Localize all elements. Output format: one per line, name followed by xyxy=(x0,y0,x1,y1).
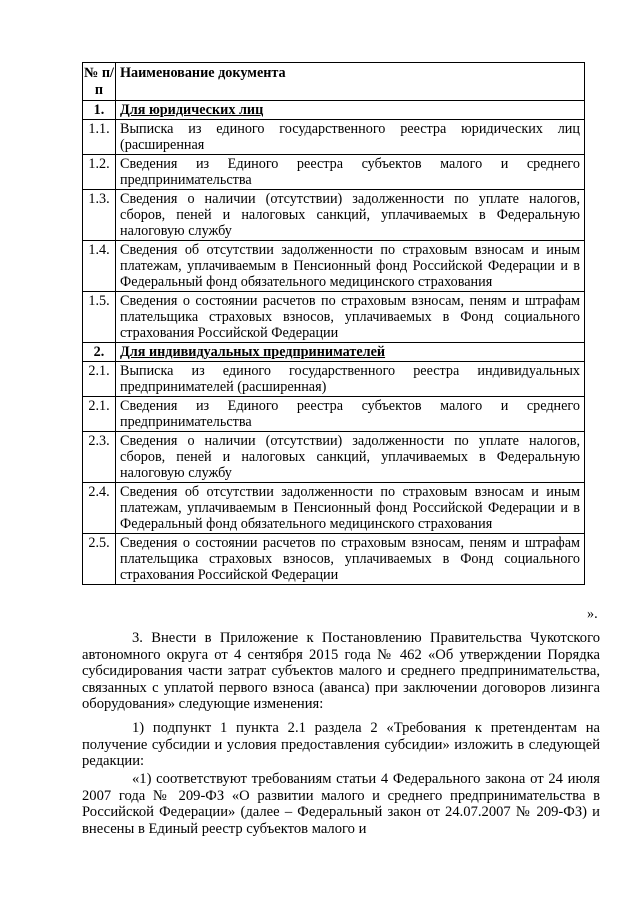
row-number: 1.5. xyxy=(83,292,116,343)
row-document-name: Сведения о состоянии расчетов по страховым взносам, пеням и штрафам плательщика страховых взносов, уплачиваемых в Фонд социального страхования Российской Федерации xyxy=(116,292,585,343)
table-row xyxy=(83,190,585,241)
section-title: Для индивидуальных предпринимателей xyxy=(116,343,585,362)
table-row xyxy=(83,362,585,397)
table-row xyxy=(83,397,585,432)
row-number: 2.4. xyxy=(83,483,116,534)
section-row-legal-entities xyxy=(83,101,585,120)
table-row xyxy=(83,483,585,534)
table-row xyxy=(83,120,585,155)
paragraph-quoted-text: «1) соответствуют требованиям статьи 4 Федерального закона от 24 июля 2007 года № 209-ФЗ «О развитии малого и среднего предпринимательства в Российской Федерации» (далее – Федеральный закон от 24.07.2007 № 209-ФЗ) и внесены в Единый реестр субъектов малого и xyxy=(82,771,600,837)
table-row xyxy=(83,241,585,292)
header-number-cell: № п/п xyxy=(83,63,116,101)
table-header-row xyxy=(83,63,585,101)
row-document-name: Сведения о наличии (отсутствии) задолженности по уплате налогов, сборов, пеней и налоговых санкций, уплачиваемых в Федеральную налоговую службу xyxy=(116,432,585,483)
table-row xyxy=(83,292,585,343)
row-document-name: Выписка из единого государственного реестра юридических лиц (расширенная xyxy=(116,120,585,155)
row-number: 2.5. xyxy=(83,534,116,585)
row-number: 1.1. xyxy=(83,120,116,155)
row-document-name: Выписка из единого государственного реестра индивидуальных предпринимателей (расширенная) xyxy=(116,362,585,397)
row-number: 2.1. xyxy=(83,362,116,397)
row-number: 1.2. xyxy=(83,155,116,190)
row-document-name: Сведения из Единого реестра субъектов малого и среднего предпринимательства xyxy=(116,397,585,432)
row-number: 2.1. xyxy=(83,397,116,432)
row-document-name: Сведения о состоянии расчетов по страховым взносам, пеням и штрафам плательщика страховых взносов, уплачиваемых в Фонд социального страхования Российской Федерации xyxy=(116,534,585,585)
row-document-name: Сведения из Единого реестра субъектов малого и среднего предпринимательства xyxy=(116,155,585,190)
section-number: 1. xyxy=(83,101,116,120)
section-title: Для юридических лиц xyxy=(116,101,585,120)
header-name-cell: Наименование документа xyxy=(116,63,585,101)
section-row-individual-entrepreneurs xyxy=(83,343,585,362)
documents-table xyxy=(82,62,585,585)
paragraph-item-3: 3. Внести в Приложение к Постановлению Правительства Чукотского автономного округа от 4 сентября 2015 года № 462 «Об утверждении Порядка субсидирования части затрат субъектов малого и среднего предпринимательства, связанных с уплатой первого взноса (аванса) при заключении договоров лизинга оборудования» следующие изменения: xyxy=(82,630,600,713)
row-document-name: Сведения об отсутствии задолженности по страховым взносам и иным платежам, уплачиваемым в Пенсионный фонд Российской Федерации и в Федеральный фонд обязательного медицинского страхования xyxy=(116,483,585,534)
row-number: 2.3. xyxy=(83,432,116,483)
row-document-name: Сведения об отсутствии задолженности по страховым взносам и иным платежам, уплачиваемым в Пенсионный фонд Российской Федерации и в Федеральный фонд обязательного медицинского страхования xyxy=(116,241,585,292)
table-row xyxy=(83,432,585,483)
table-row xyxy=(83,534,585,585)
paragraph-subitem-1: 1) подпункт 1 пункта 2.1 раздела 2 «Требования к претендентам на получение субсидии и условия предоставления субсидии» изложить в следующей редакции: xyxy=(82,720,600,770)
table-row xyxy=(83,155,585,190)
row-number: 1.4. xyxy=(83,241,116,292)
closing-quote-mark: ». xyxy=(587,606,598,622)
row-number: 1.3. xyxy=(83,190,116,241)
row-document-name: Сведения о наличии (отсутствии) задолженности по уплате налогов, сборов, пеней и налоговых санкций, уплачиваемых в Федеральную налоговую службу xyxy=(116,190,585,241)
section-number: 2. xyxy=(83,343,116,362)
